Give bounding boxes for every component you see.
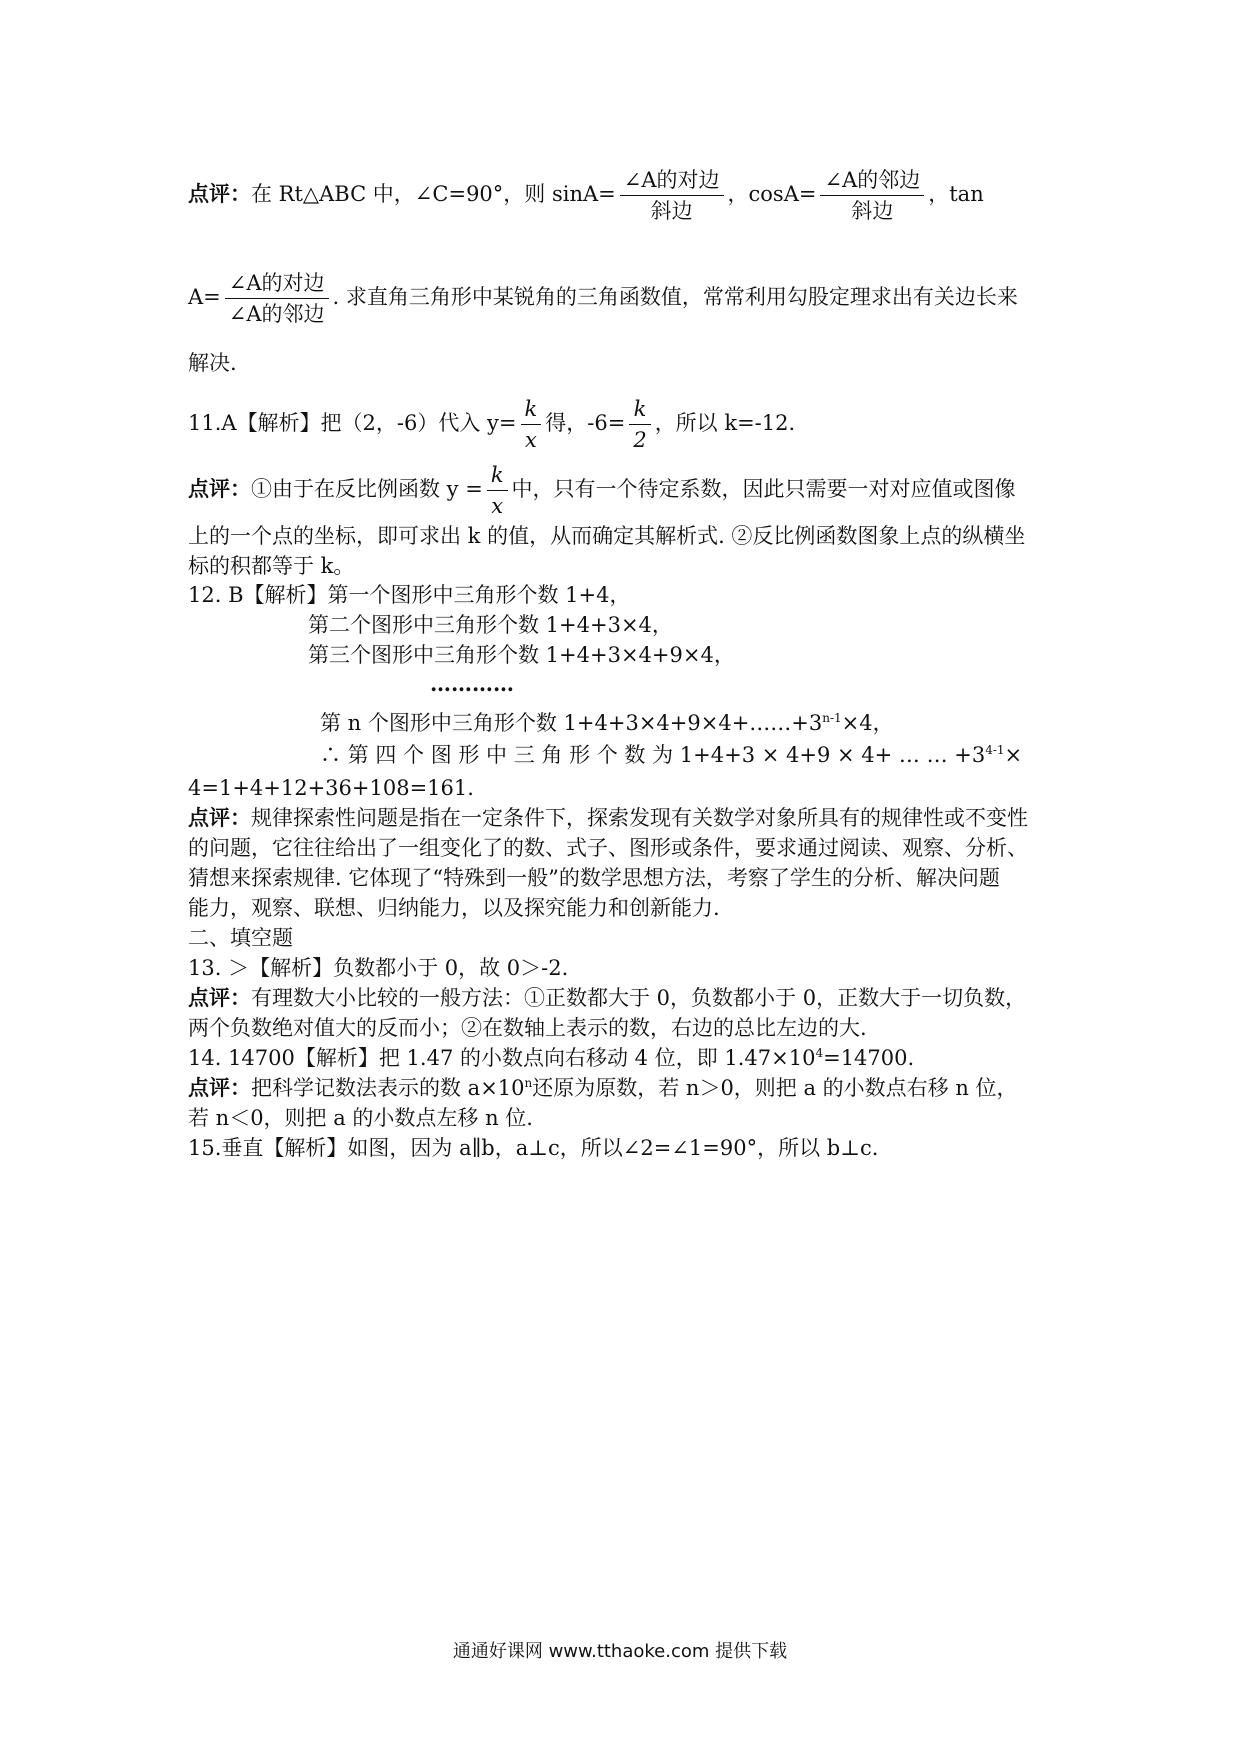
review3-line1: 点评：规律探索性问题是指在一定条件下，探索发现有关数学对象所具有的规律性或不变性: [188, 805, 1028, 830]
item15-line: 15.垂直【解析】如图，因为 a∥b，a⊥c，所以∠2=∠1=90°，所以 b⊥c.: [188, 1136, 879, 1160]
review1-text1: 在 Rt△ABC 中，∠C=90°，则 sinA=: [251, 182, 616, 206]
sin-fraction: $\frac{\text{∠A的对边}}{\text{斜边}}$: [620, 165, 724, 226]
footer-credit: 通通好课网 www.tthaoke.com 提供下载: [452, 1641, 788, 1662]
review1-line3: 解决.: [188, 351, 237, 375]
review2-line1: 点评：①由于在反比例函数 y = $\frac{k}{x}$ 中，只有一个待定系数，因此只需要一对对应值或图像: [188, 460, 1060, 521]
item12-line7: 4=1+4+12+36+108=161.: [188, 776, 474, 800]
tan-fraction: $\frac{\text{∠A的对边}}{\text{∠A的邻边}}$: [225, 268, 329, 329]
review-label: 点评：: [188, 181, 251, 206]
inverse-function-fraction: $\frac{k}{x}$: [487, 460, 508, 521]
item12-line5: 第 n 个图形中三角形个数 $1+4+3\times 4+9\times 4+\dots\dots+3^{n-1}\times 4$，: [320, 711, 894, 735]
review4-line2: 两个负数绝对值大的反而小；②在数轴上表示的数，右边的总比左边的大.: [188, 1016, 867, 1040]
review3-line4: 能力，观察、联想、归纳能力，以及探究能力和创新能力.: [188, 896, 720, 920]
review2-line3: 标的积都等于 k。: [188, 554, 355, 578]
item12-line2: 第二个图形中三角形个数 1+4+3×4，: [308, 613, 673, 637]
item13-line: 13. ＞【解析】负数都小于 0，故 0＞-2.: [188, 956, 569, 980]
item12-ellipsis: …………: [430, 671, 514, 696]
review1-text3: ，tan: [928, 182, 984, 206]
review-label: 点评：: [188, 805, 251, 830]
item11-line: 11.A【解析】把（2，-6）代入 y= $\frac{k}{x}$ 得，-6= $\frac{k}{2}$ ，所以 k=-12.: [188, 394, 1060, 455]
review1-line2: [188, 268, 1060, 329]
review-label: 点评：: [188, 1075, 251, 1100]
review1-text5: . 求直角三角形中某锐角的三角函数值，常常利用勾股定理求出有关边长来: [332, 285, 1018, 309]
item12-line6: ∴ 第 四 个 图 形 中 三 角 形 个 数 为 1+4+3 × 4+9 × 4+ … … $+3^{4-1}\times$: [320, 743, 1023, 767]
section-title: 二、填空题: [188, 926, 293, 950]
cos-fraction: $\frac{\text{∠A的邻边}}{\text{斜边}}$: [820, 165, 924, 226]
review4-line1: 点评：有理数大小比较的一般方法：①正数都大于 0，负数都小于 0，正数大于一切负数，: [188, 985, 1027, 1010]
k-over-2-fraction: $\frac{k}{2}$: [629, 394, 650, 455]
review1-text4: A=: [188, 285, 221, 309]
review3-line3: 猜想来探索规律. 它体现了“特殊到一般”的数学思想方法，考察了学生的分析、解决问题: [188, 866, 1000, 890]
item12-line1: 12. B【解析】第一个图形中三角形个数 1+4，: [188, 583, 631, 607]
review-label: 点评：: [188, 476, 251, 501]
k-over-x-fraction: $\frac{k}{x}$: [521, 394, 542, 455]
review2-line2: 上的一个点的坐标，即可求出 k 的值，从而确定其解析式. ②反比例函数图象上点的纵横坐: [188, 524, 1026, 548]
review1-text2: ，cosA=: [727, 182, 817, 206]
review-label: 点评：: [188, 985, 251, 1010]
item14-line: 14. 14700【解析】把 1.47 的小数点向右移动 4 位，即 $1.47\times 10^4=14700$.: [188, 1046, 915, 1070]
item12-line3: 第三个图形中三角形个数 1+4+3×4+9×4，: [308, 643, 735, 667]
review5-line1: 点评：把科学记数法表示的数 $a\times 10^n$还原为原数，若 n＞0，则把 a 的小数点右移 n 位，: [188, 1075, 1018, 1100]
review3-line2: 的问题，它往往给出了一组变化了的数、式子、图形或条件，要求通过阅读、观察、分析、: [188, 836, 1028, 860]
review1-line1: [188, 165, 1060, 226]
review5-line2: 若 n＜0，则把 a 的小数点左移 n 位.: [188, 1106, 533, 1130]
